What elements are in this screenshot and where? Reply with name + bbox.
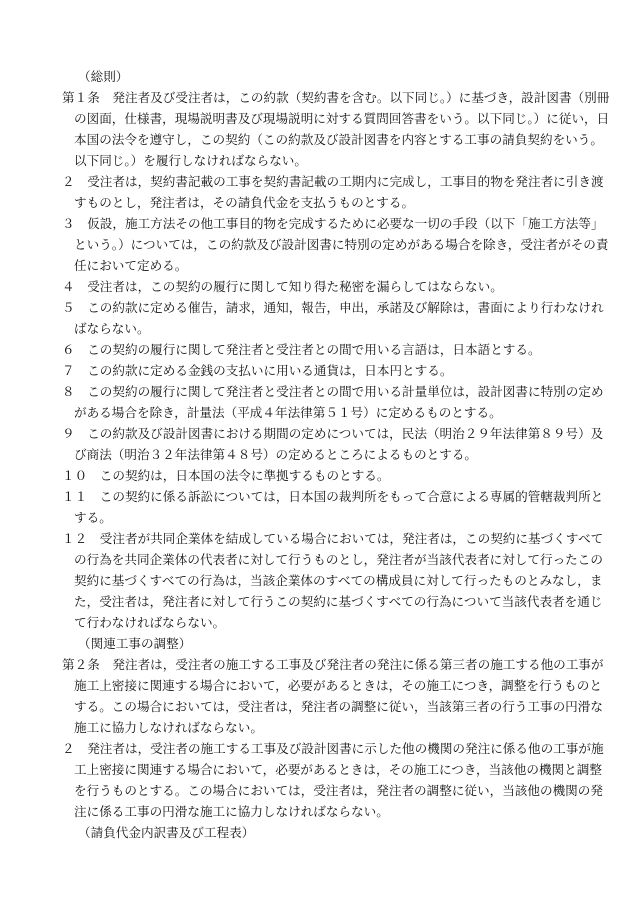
article-1-clause-8 (62, 381, 604, 423)
article-1-clause-7 (62, 360, 574, 381)
text-line: ７ この約款に定める金銭の支払いに用いる通貨は，日本円とする。 (62, 363, 453, 378)
text-line: 施工上密接に関連する場合において，必要があるときは，その施工につき，調整を行うものと (74, 678, 602, 693)
text-line: を行うものとする。この場合においては，受注者は，発注者の調整に従い，当該他の機関の発 (74, 783, 603, 798)
text-line: ３ 仮設，施工方法その他工事目的物を完成するために必要な一切の手段（以下「施工方法等」 (62, 216, 604, 231)
article-1-clause-9 (62, 423, 604, 465)
text-line: 契約に基づくすべての行為は，当該企業体のすべての構成員に対して行ったものとみなし，ま (74, 573, 603, 588)
text-line: 以下同じ。）を履行しなければならない。 (74, 153, 307, 168)
text-line: た，受注者は，発注者に対して行うこの契約に基づくすべての行為について当該代表者を通じ (74, 594, 603, 609)
text-line: がある場合を除き，計量法（平成４年法律第５１号）に定めるものとする。 (74, 405, 502, 420)
article-1-clause-10 (62, 465, 574, 486)
text-line: ２ 発注者は，受注者の施工する工事及び設計図書に示した他の機関の発注に係る他の工事が施 (62, 741, 604, 756)
text-line: １２ 受注者が共同企業体を結成している場合においては，発注者は，この契約に基づくすべて (62, 531, 604, 546)
text-line: という。）については，この約款及び設計図書に特別の定めがある場合を除き，受注者がその責 (74, 237, 609, 252)
article-1-clause-11 (62, 486, 604, 528)
section-heading: （関連工事の調整） (78, 636, 192, 651)
article-1-clause-6 (62, 339, 574, 360)
article-2 (62, 654, 604, 738)
text-line: 任において定める。 (74, 258, 188, 273)
text-line: て行わなければならない。 (74, 615, 226, 630)
text-line: 第２条 発注者は，受注者の施工する工事及び発注者の発注に係る第三者の施工する他の工事が (62, 657, 604, 672)
text-line: ９ この約款及び設計図書における期間の定めについては，民法（明治２９年法律第８９号）及 (62, 426, 604, 441)
text-line: １０ この契約は，日本国の法令に準拠するものとする。 (62, 468, 390, 483)
text-line: び商法（明治３２年法律第４８号）の定めるところによるものとする。 (74, 447, 477, 462)
article-1-clause-4 (62, 276, 574, 297)
text-line: すものとし，発注者は，その請負代金を支払うものとする。 (74, 195, 415, 210)
article-1-clause-5 (62, 297, 604, 339)
text-line: の図面，仕様書，現場説明書及び現場説明に対する質問回答書をいう。以下同じ。）に従い，日 (74, 111, 610, 126)
article-1-clause-12 (62, 528, 604, 633)
text-line: ４ 受注者は，この契約の履行に関して知り得た秘密を漏らしてはならない。 (62, 279, 503, 294)
article-1-clause-3 (62, 213, 609, 276)
text-line: の行為を共同企業体の代表者に対して行うものとし，発注者が当該代表者に対して行ったこの (74, 552, 603, 567)
text-line: ２ 受注者は，契約書記載の工事を契約書記載の工期内に完成し，工事目的物を発注者に引き渡 (62, 174, 604, 189)
text-line: ６ この契約の履行に関して発注者と受注者との間で用いる言語は，日本語とする。 (62, 342, 541, 357)
text-line: 施工に協力しなければならない。 (74, 720, 263, 735)
section-heading: （請負代金内訳書及び工程表） (78, 825, 255, 840)
text-line: ５ この約款に定める催告，請求，通知，報告，申出，承諾及び解除は，書面により行わなけれ (62, 300, 604, 315)
text-line: ８ この契約の履行に関して発注者と受注者との間で用いる計量単位は，設計図書に特別の定め (62, 384, 604, 399)
text-line: 本国の法令を遵守し，この契約（この約款及び設計図書を内容とする工事の請負契約をいう。 (74, 132, 603, 147)
text-line: する。この場合においては，受注者は，発注者の調整に従い，当該第三者の行う工事の円滑な (74, 699, 603, 714)
article-1-clause-2 (62, 171, 604, 213)
text-line: 注に係る工事の円滑な施工に協力しなければならない。 (74, 804, 389, 819)
text-line: する。 (74, 510, 112, 525)
text-line: 第１条 発注者及び受注者は，この約款（契約書を含む。以下同じ。）に基づき，設計図書（別冊 (62, 90, 610, 105)
section-heading: （総則） (78, 69, 129, 84)
text-line: １１ この契約に係る訴訟については，日本国の裁判所をもって合意による専属的管轄裁判所と (62, 489, 604, 504)
article-2-clause-2 (62, 738, 604, 822)
text-line: 工上密接に関連する場合において，必要があるときは，その施工につき，当該他の機関と調整 (74, 762, 602, 777)
text-line: ばならない。 (74, 321, 150, 336)
article-1 (62, 87, 610, 171)
